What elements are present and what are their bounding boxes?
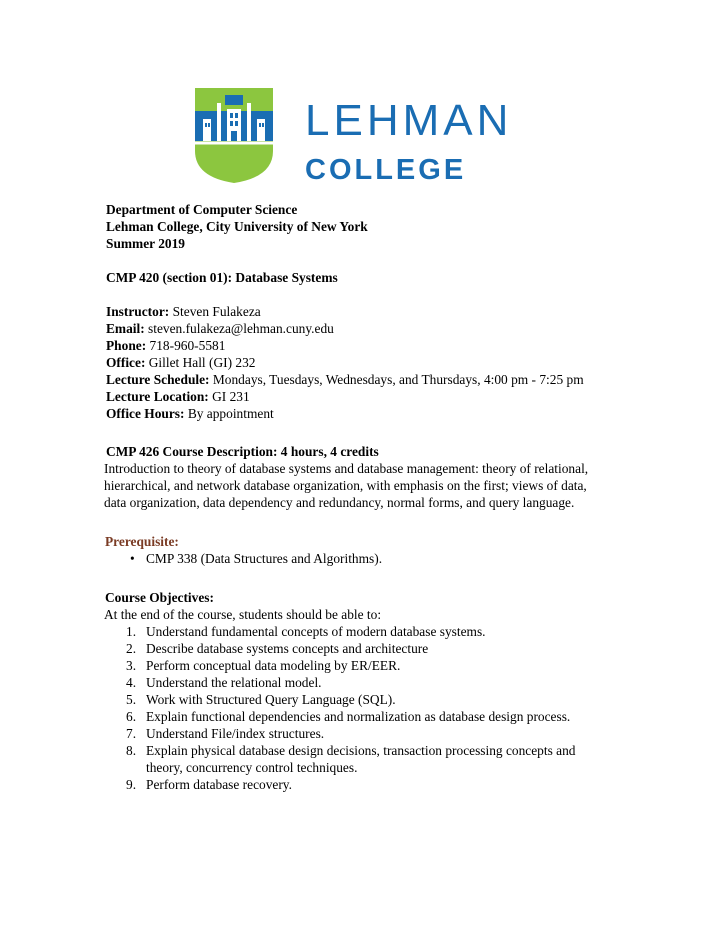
objective-item: 7. Understand File/index structures. (126, 726, 325, 741)
prerequisite-item: • CMP 338 (Data Structures and Algorithms). (130, 551, 383, 566)
objectives-intro: At the end of the course, students should be able to: (104, 607, 382, 622)
description-line: Introduction to theory of database systems and database management: theory of relational, (104, 461, 589, 476)
office-info: Office: Gillet Hall (GI) 232 (106, 355, 256, 370)
department-name: Department of Computer Science (106, 202, 298, 217)
objective-item: 3. Perform conceptual data modeling by ER/EER. (126, 658, 401, 673)
description-line: hierarchical, and network database organization, with emphasis on the first; views of data, (104, 478, 587, 493)
objective-item: 2. Describe database systems concepts and architecture (126, 641, 429, 656)
lehman-college-logo (193, 85, 538, 189)
objective-item: 5. Work with Structured Query Language (SQL). (126, 692, 396, 707)
lecture-location-info: Lecture Location: GI 231 (106, 389, 250, 404)
objectives-heading: Course Objectives: (105, 590, 214, 605)
prerequisite-heading: Prerequisite: (105, 534, 179, 549)
lehman-shield-icon (193, 85, 538, 185)
objective-item: 4. Understand the relational model. (126, 675, 322, 690)
objective-item: 9. Perform database recovery. (126, 777, 292, 792)
objective-item: 6. Explain functional dependencies and normalization as database design process. (126, 709, 571, 724)
term: Summer 2019 (106, 236, 185, 251)
objective-item: 1. Understand fundamental concepts of modern database systems. (126, 624, 486, 639)
bullet-icon: • (130, 551, 135, 566)
office-hours-info: Office Hours: By appointment (106, 406, 274, 421)
description-heading: CMP 426 Course Description: 4 hours, 4 credits (106, 444, 379, 459)
logo-name-bottom: COLLEGE (305, 154, 467, 185)
logo-name-top: LEHMAN (305, 96, 513, 145)
email-info: Email: steven.fulakeza@lehman.cuny.edu (106, 321, 334, 336)
objectives-list (104, 623, 624, 793)
instructor-info: Instructor: Steven Fulakeza (106, 304, 261, 319)
lecture-schedule-info: Lecture Schedule: Mondays, Tuesdays, Wednesdays, and Thursdays, 4:00 pm - 7:25 pm (106, 372, 584, 387)
course-details (104, 443, 624, 793)
course-title: CMP 420 (section 01): Database Systems (106, 270, 338, 285)
description-line: data organization, data dependency and redundancy, normal forms, and query language. (104, 495, 575, 510)
phone-info: Phone: 718-960-5581 (106, 338, 226, 353)
syllabus-header (106, 201, 626, 422)
objective-item: 8. Explain physical database design decisions, transaction processing concepts and theory, concurrency control techniques. (126, 743, 576, 775)
college-name: Lehman College, City University of New York (106, 219, 368, 234)
